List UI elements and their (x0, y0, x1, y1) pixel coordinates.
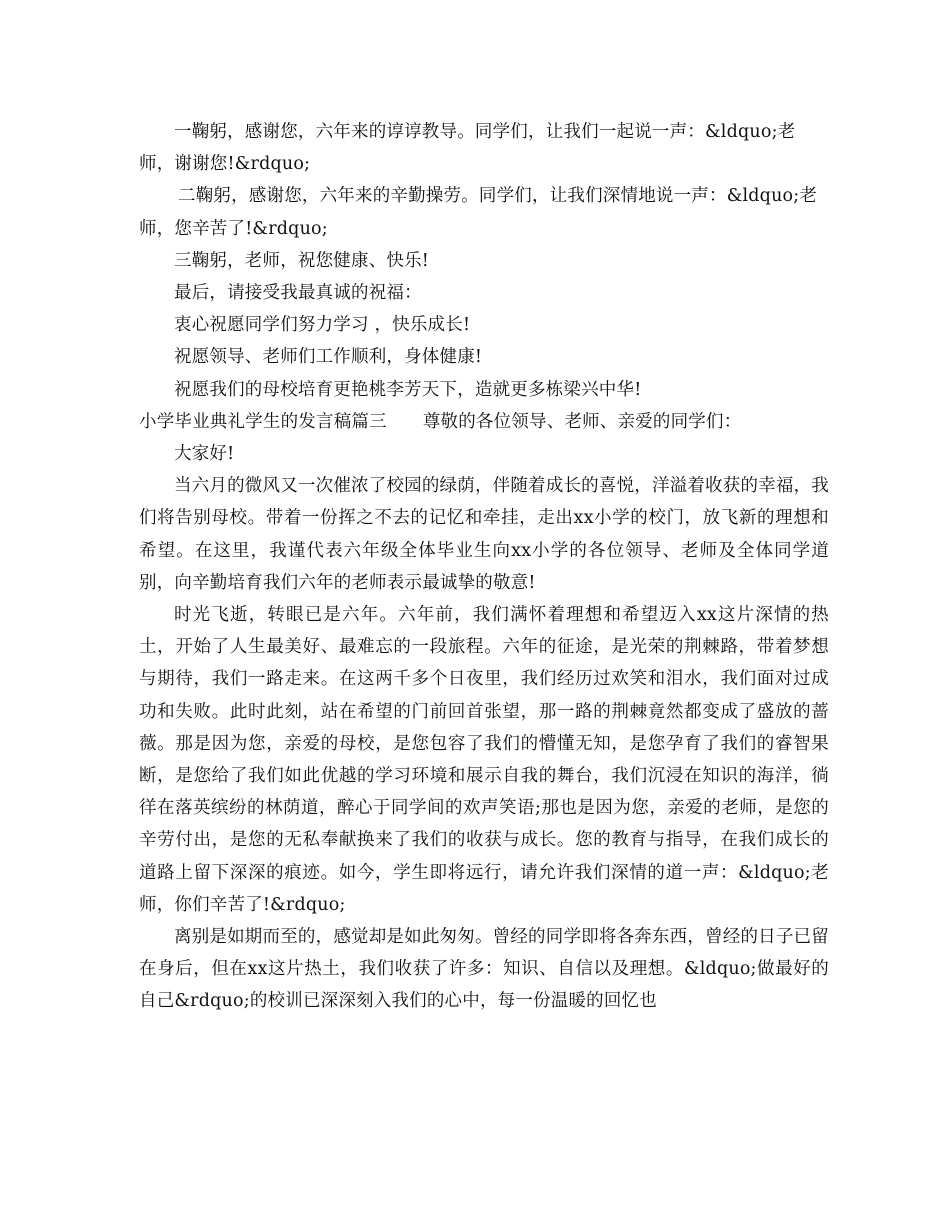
document-body (139, 116, 829, 1018)
body-paragraph-parting: 离别是如期而至的，感觉却是如此匆匆。曾经的同学即将各奔东西，曾经的日子已留在身后，但在xx这片热土，我们收获了许多：知识、自信以及理想。&ldquo;做最好的自己&rdquo;的校训已深深刻入我们的心中，每一份温暖的回忆也 (139, 927, 829, 1012)
paragraph-third-bow: 三鞠躬，老师，祝您健康、快乐! (174, 250, 430, 271)
paragraph-wish-school: 祝愿我们的母校培育更艳桃李芳天下，造就更多栋梁兴中华! (174, 379, 642, 400)
paragraph-wish-leaders: 祝愿领导、老师们工作顺利，身体健康! (174, 347, 483, 368)
paragraph-wish-students: 衷心祝愿同学们努力学习 ，快乐成长! (174, 315, 471, 336)
paragraph-first-bow: 一鞠躬，感谢您，六年来的谆谆教导。同学们，让我们一起说一声：&ldquo;老师，谢谢您!&rdquo; (139, 122, 796, 175)
section-heading (139, 406, 829, 438)
greeting: 大家好! (174, 444, 235, 465)
body-paragraph-six-years: 时光飞逝，转眼已是六年。六年前，我们满怀着理想和希望迈入xx这片深情的热土，开始了人生最美好、最难忘的一段旅程。六年的征途，是光荣的荆棘路，带着梦想与期待，我们一路走来。在这两千多个日夜里，我们经历过欢笑和泪水，我们面对过成功和失败。此时此刻，站在希望的门前回首张望，那一路的荆棘竟然都变成了盛放的蔷薇。那是因为您，亲爱的母校，是您包容了我们的懵懂无知，是您孕育了我们的睿智果断，是您给了我们如此优越的学习环境和展示自我的舞台，我们沉浸在知识的海洋，徜徉在落英缤纷的林荫道，醉心于同学间的欢声笑语;那也是因为您，亲爱的老师，是您的辛劳付出，是您的无私奉献换来了我们的收获与成长。您的教育与指导，在我们成长的道路上留下深深的痕迹。如今，学生即将远行，请允许我们深情的道一声：&ldquo;老师，你们辛苦了!&rdquo; (139, 605, 829, 915)
section-salutation: 尊敬的各位领导、老师、亲爱的同学们： (422, 411, 742, 432)
paragraph-closing-wish: 最后，请接受我最真诚的祝福： (174, 283, 422, 304)
paragraph-second-bow: 二鞠躬，感谢您，六年来的辛勤操劳。同学们，让我们深情地说一声：&ldquo;老师，您辛苦了!&rdquo; (139, 186, 818, 239)
body-paragraph-farewell: 当六月的微风又一次催浓了校园的绿荫，伴随着成长的喜悦，洋溢着收获的幸福，我们将告别母校。带着一份挥之不去的记忆和牵挂，走出xx小学的校门，放飞新的理想和希望。在这里，我谨代表六年级全体毕业生向xx小学的各位领导、老师及全体同学道别，向辛勤培育我们六年的老师表示最诚挚的敬意! (139, 476, 829, 593)
section-title: 小学毕业典礼学生的发言稿篇三 (139, 411, 387, 432)
